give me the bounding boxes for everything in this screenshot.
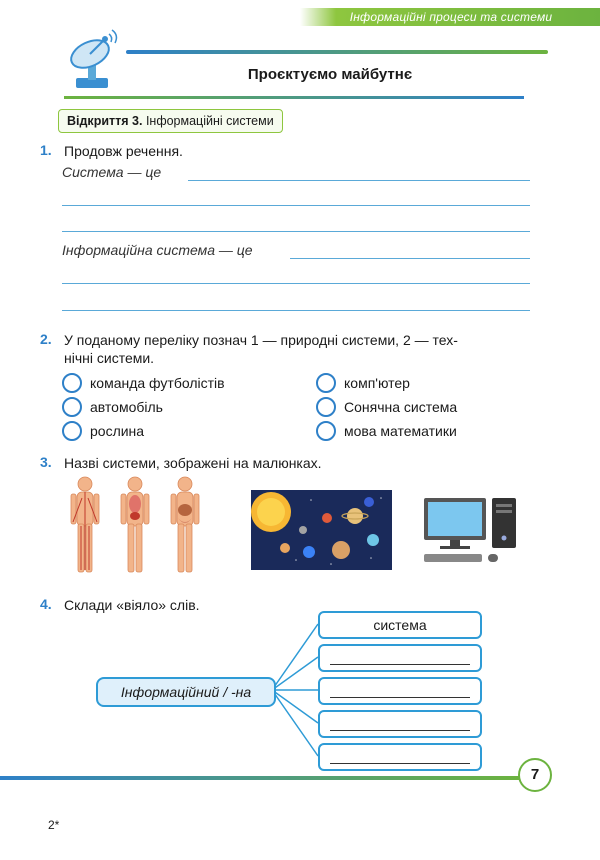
option-left-2 bbox=[62, 396, 163, 418]
fan-word-box-3[interactable] bbox=[318, 677, 482, 705]
q4-number: 4. bbox=[40, 596, 52, 612]
q1-number: 1. bbox=[40, 142, 52, 158]
fan-word-box-5[interactable] bbox=[318, 743, 482, 771]
solar-system-image bbox=[251, 490, 392, 570]
option-right-1 bbox=[316, 372, 410, 394]
banner-line-top bbox=[126, 50, 548, 54]
q1-prompt-info-system: Інформаційна система — це bbox=[62, 242, 253, 258]
option-circle[interactable] bbox=[62, 373, 82, 393]
answer-line[interactable] bbox=[62, 231, 530, 232]
option-circle[interactable] bbox=[62, 421, 82, 441]
option-circle[interactable] bbox=[316, 373, 336, 393]
blank-line bbox=[330, 697, 470, 698]
fan-word-box-2[interactable] bbox=[318, 644, 482, 672]
answer-line[interactable] bbox=[290, 258, 530, 259]
option-right-2 bbox=[316, 396, 457, 418]
satellite-dish-icon bbox=[62, 28, 122, 92]
discovery-tag bbox=[58, 109, 283, 133]
option-circle[interactable] bbox=[316, 397, 336, 417]
q1-text: Продовж речення. bbox=[64, 143, 183, 159]
signature-mark: 2* bbox=[48, 818, 60, 832]
option-left-3 bbox=[62, 420, 144, 442]
option-label: рослина bbox=[90, 423, 145, 439]
q1-prompt-system: Система — це bbox=[62, 164, 162, 180]
q3-number: 3. bbox=[40, 454, 52, 470]
option-circle[interactable] bbox=[62, 397, 82, 417]
q2-text-line1: У поданому переліку познач 1 — природні системи, 2 — тех- bbox=[64, 332, 458, 348]
blank-line bbox=[330, 730, 470, 731]
blank-line bbox=[330, 763, 470, 764]
blank-line bbox=[330, 664, 470, 665]
option-left-1 bbox=[62, 372, 225, 394]
answer-line[interactable] bbox=[62, 310, 530, 311]
answer-line[interactable] bbox=[188, 180, 530, 181]
q4-text: Склади «віяло» слів. bbox=[64, 597, 200, 613]
fan-word-box-4[interactable] bbox=[318, 710, 482, 738]
banner-line-bottom bbox=[64, 96, 524, 99]
option-label: команда футболістів bbox=[90, 375, 225, 391]
option-label: мова математики bbox=[344, 423, 457, 439]
option-circle[interactable] bbox=[316, 421, 336, 441]
fan-connectors bbox=[272, 612, 322, 772]
section-title: Проєктуємо майбутнє bbox=[247, 66, 413, 83]
answer-line[interactable] bbox=[62, 205, 530, 206]
computer-image bbox=[420, 494, 520, 566]
fan-word: система bbox=[373, 617, 427, 633]
fan-word-box-1 bbox=[318, 611, 482, 639]
discovery-label: Відкриття 3. bbox=[67, 114, 143, 128]
option-label: автомобіль bbox=[90, 399, 163, 415]
page-number: 7 bbox=[518, 758, 552, 792]
header-strip-text: Інформаційні процеси та системи bbox=[349, 10, 553, 24]
q2-number: 2. bbox=[40, 331, 52, 347]
answer-line[interactable] bbox=[62, 283, 530, 284]
option-label: комп'ютер bbox=[344, 375, 410, 391]
option-right-3 bbox=[316, 420, 457, 442]
footer-line bbox=[0, 776, 520, 780]
fan-center-word: Інформаційний / -на bbox=[96, 677, 276, 707]
discovery-topic: Інформаційні системи bbox=[145, 114, 274, 128]
q2-text-line2: нічні системи. bbox=[64, 350, 155, 366]
option-label: Сонячна система bbox=[344, 399, 458, 415]
human-anatomy-image bbox=[60, 474, 210, 582]
q3-text: Назві системи, зображені на малюнках. bbox=[64, 455, 322, 471]
